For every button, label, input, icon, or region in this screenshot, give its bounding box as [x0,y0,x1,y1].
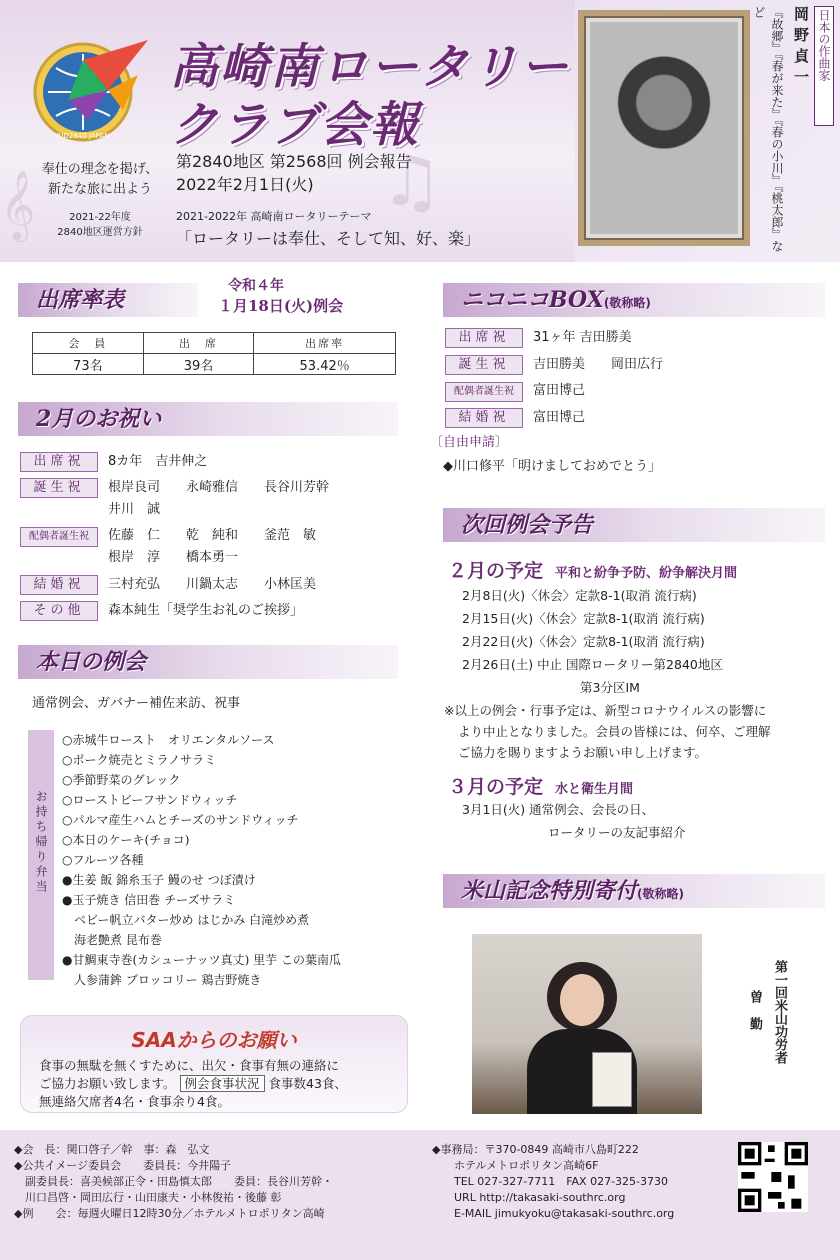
celebration-birthday-line2: 井川 誠 [108,502,161,517]
menu-item: ○ローストビーフサンドウィッチ [62,793,238,807]
nikoniko-birthday-text: 吉田勝美 岡田広行 [533,357,664,372]
nikoniko-attendance-tag: 出席祝 [445,328,523,348]
feb-plan-title: ２月の予定 [448,560,544,582]
nikoniko-title-note: (敬称略) [603,296,651,310]
theme-year: 2021-2022年 高崎南ロータリーテーマ [176,210,372,223]
menu-item: ○ポーク焼売とミラノサラミ [62,753,217,767]
cancellation-note [444,700,771,763]
yoneyama-caption1: 第一回米山功労者 [772,960,787,1064]
attendance-date-line2: １月18日(火)例会 [218,297,344,315]
composer-label: 日本の作曲家 [814,6,834,126]
certificate [592,1052,632,1107]
celebration-other-row [20,601,303,621]
menu-item: ●玉子焼き 信田巻 チーズサラミ [62,893,236,907]
motto-line2: 新たな旅に出よう [47,182,152,197]
saa-line2 [39,1075,407,1093]
feb-plan-item: 2月26日(土) 中止 国際ロータリー第2840地区 [462,657,723,672]
footer-pi-committee: ◆公共イメージ委員会 委員長：今井陽子 [14,1159,232,1172]
footer-office: ◆事務局：〒370-0849 高崎市八島町222 [432,1143,639,1156]
takeout-label-bar [28,730,54,980]
club-theme: 「ロータリーは奉仕、そして知、好、楽」 [176,229,481,248]
mar-plan-list [462,798,686,844]
celebration-other-text: 森本純生「奨学生お礼のご挨拶」 [108,603,304,618]
celebration-birthday-line1: 根岸良司 永崎雅信 長谷川芳幹 [108,480,330,495]
celebration-wedding-text: 三村充弘 川鍋太志 小林匡美 [108,577,317,592]
meeting-number: 第2840地区 第2568回 例会報告 [176,152,412,171]
menu-item: ●甘鯛東寺巻(カシューナッツ真丈) 里芋 この葉南瓜 [62,953,341,967]
treble-clef-decoration: 𝄞 [0,170,36,240]
yoneyama-photo [472,934,702,1114]
nikoniko-spouse-row [445,381,585,402]
nikoniko-spouse-text: 富田博己 [533,383,586,398]
header-rate: 出席率 [254,333,396,354]
other-tag: その他 [20,601,98,621]
footer-right [432,1142,674,1222]
footer-meeting: ◆例 会：毎週火曜日12時30分／ホテルメトロポリタン高崎 [14,1207,325,1220]
saa-line2b: 食事数43食、 [268,1076,347,1091]
feb-plan-heading [448,556,737,583]
wedding-tag: 結婚祝 [20,575,98,595]
next-title: 次回例会予告 [461,512,594,538]
saa-notice [20,1015,408,1113]
music-note-decoration: ♫ [380,140,443,222]
birthday-tag: 誕生祝 [20,478,98,498]
next-section-header [443,508,825,542]
feb-plan-item: 2月15日(火)〈休会〉定款8-1(取消 流行病) [462,611,705,626]
yoneyama-title-note: (敬称略) [637,887,684,901]
celebration-attendance-row [20,452,207,472]
saa-line2a: ご協力お願い致します。 [39,1076,176,1091]
qr-code-icon[interactable] [738,1142,808,1212]
note-line3: ご協力を賜りますようお願い申し上げます。 [458,745,708,760]
menu-item: ●生姜 飯 錦糸玉子 鰻のせ つぼ漬け [62,873,256,887]
attendance-tag: 出席祝 [20,452,98,472]
saa-title: SAAからのお願い [131,1028,297,1052]
footer-email[interactable]: E-MAIL jimukyoku@takasaki-southrc.org [454,1207,675,1220]
newsletter-title-line2: クラブ会報 [170,97,421,153]
composer-caption [752,6,836,256]
footer-hotel: ホテルメトロポリタン高崎6F [454,1159,599,1172]
menu-item: 人参蒲鉾 ブロッコリー 鶏吉野焼き [62,973,262,987]
saa-line3: 無連絡欠席者4名・食事余り4食。 [39,1094,230,1109]
attendance-value-row [33,354,396,375]
footer-members: 川口昌啓・岡田広行・山田康夫・小林俊祐・後藤 彰 [14,1191,282,1204]
person-face [560,974,604,1026]
menu-item: 海老艶煮 昆布巻 [62,933,162,947]
district-motto [30,160,170,200]
header-members: 会 員 [33,333,144,354]
feb-plan-item: 2月8日(火)〈休会〉定款8-1(取消 流行病) [462,588,697,603]
note-line1: ※以上の例会・行事予定は、新型コロナウイルスの影響に [444,703,767,718]
yoneyama-section-header [443,874,825,908]
saa-line1: 食事の無駄を無くすために、出欠・食事有無の連絡に [39,1058,340,1073]
newsletter-title-line1: 高崎南ロータリー [170,39,571,95]
attendance-date-line1: 令和４年 [228,278,284,294]
takeout-menu-list [62,730,402,990]
district-policy [30,210,170,240]
celebration-birthday-row [20,478,329,498]
footer-president: ◆会 長：関口啓子／幹 事：森 弘文 [14,1143,210,1156]
nikoniko-birthday-tag: 誕生祝 [445,355,523,375]
today-section-header [18,645,398,679]
yoneyama-title: 米山記念特別寄付 [461,878,638,904]
celebration-wedding-row [20,575,316,595]
meeting-info [176,150,412,196]
value-rate: 53.42％ [254,354,396,375]
nikoniko-birthday-row [445,355,663,375]
footer-url[interactable]: URL http://takasaki-southrc.org [454,1191,626,1204]
nikoniko-attendance-row [445,328,632,348]
nikoniko-spouse-tag: 配偶者誕生祝 [445,382,523,402]
motto-line1: 奉仕の理念を掲げ、 [41,162,159,177]
takeout-label: お持ち帰り弁当 [34,790,48,895]
header-present: 出 席 [143,333,254,354]
menu-item: ○パルマ産生ハムとチーズのサンドウィッチ [62,813,299,827]
value-present: 39名 [143,354,254,375]
mar-plan-item2: ロータリーの友記事紹介 [548,825,686,840]
composer-portrait [590,22,738,234]
policy-line2: 2840地区運営方針 [57,227,143,238]
mar-plan-item1: 3月1日(火) 通常例会、会長の日、 [462,802,655,817]
nikoniko-attendance-text: 31ヶ年 吉田勝美 [533,330,632,345]
feb-plan-subtitle: 平和と紛争予防、紛争解決月間 [555,566,738,581]
attendance-header-row [33,333,396,354]
menu-item: ベビー帆立バター炒め はじかみ 白滝炒め煮 [62,913,310,927]
celebration-attendance-text: 8カ年 吉井伸之 [108,454,208,469]
nikoniko-wedding-text: 富田博己 [533,410,586,425]
attendance-title: 出席率表 [36,287,125,313]
yoneyama-caption2: 曽勤 [747,990,762,1044]
mar-plan-title: ３月の予定 [448,776,544,798]
attendance-date [218,276,343,316]
spouse-tag: 配偶者誕生祝 [20,527,98,547]
celebration-spouse-row [20,526,316,547]
menu-item: ○赤城牛ロースト オリエンタルソース [62,733,275,747]
nikoniko-wedding-row [445,408,585,428]
celebration-title: 2月のお祝い [36,406,162,432]
saa-body [21,1057,407,1111]
meal-status-box: 例会食事状況 [180,1075,265,1092]
nikoniko-title: ニコニコBOX [461,287,604,313]
today-title: 本日の例会 [36,649,147,675]
attendance-section-header [18,283,198,317]
menu-item: ○本日のケーキ(チョコ) [62,833,190,847]
composer-works: 『故郷』『春が来た』『春の小川』『桃太郎』など [752,6,784,252]
attendance-table [32,332,396,375]
menu-item: ○フルーツ各種 [62,853,144,867]
feb-plan-list [462,584,723,699]
composer-name: 岡野貞一 [792,6,810,90]
nikoniko-wedding-tag: 結婚祝 [445,408,523,428]
menu-item: ○季節野菜のグレック [62,773,181,787]
footer-left [14,1142,333,1222]
celebration-spouse-line2: 根岸 淳 橋本勇一 [108,550,239,565]
today-summary: 通常例会、ガバナー補佐来訪、祝事 [32,696,241,711]
nikoniko-free-text: ◆川口修平「明けましておめでとう」 [443,459,661,474]
rotary-crane-logo [28,30,158,150]
nikoniko-free-label: 〔自由申請〕 [430,435,509,450]
celebration-spouse-line1: 佐藤 仁 乾 純和 釜范 敏 [108,528,317,543]
meeting-date: 2022年2月1日(火) [176,175,314,194]
celebration-section-header [18,402,398,436]
footer-vice-chair: 副委員長：喜美候部正令・田島慎太郎 委員：長谷川芳幹・ [14,1175,333,1188]
nikoniko-section-header [443,283,825,317]
note-line2: より中止となりました。会員の皆様には、何卒、ご理解 [458,724,771,739]
feb-plan-item: 第3分区IM [580,680,640,695]
composer-portrait-frame [578,10,750,246]
feb-plan-item: 2月22日(火)〈休会〉定款8-1(取消 流行病) [462,634,705,649]
logo-text: RID2840 JAPAN [56,132,110,140]
footer-phone: TEL 027-327-7711 FAX 027-325-3730 [454,1175,669,1188]
policy-line1: 2021-22年度 [69,212,131,223]
mar-plan-subtitle: 水と衛生月間 [555,782,634,797]
value-members: 73名 [33,354,144,375]
mar-plan-heading [448,772,633,799]
